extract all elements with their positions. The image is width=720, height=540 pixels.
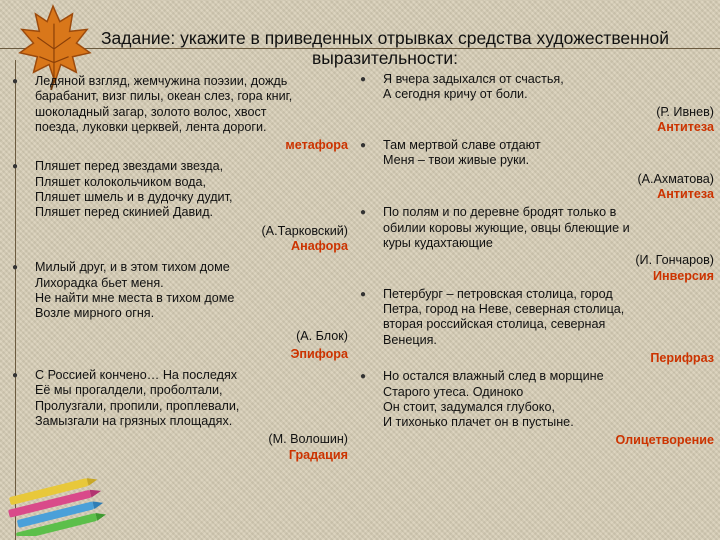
crayons-icon — [2, 472, 112, 536]
bullet-icon: ● — [360, 288, 367, 300]
device-label: Инверсия — [652, 268, 714, 283]
example-text: По полям и по деревне бродят только в обилии коровы жующие, овцы блеющие и куры кудахтающие — [383, 205, 630, 250]
example-epiphora — [12, 260, 348, 362]
example-text: Милый друг, и в этом тихом доме Лихорадка бьет меня. Не найти мне места в тихом доме Возле мирного огня. — [35, 260, 235, 321]
device-label: Антитеза — [657, 187, 714, 202]
example-antithesis-1 — [360, 72, 714, 135]
device-label: Градация — [288, 447, 348, 462]
left-column — [12, 74, 348, 463]
example-gradation — [12, 368, 348, 463]
bullet-icon: ● — [12, 262, 19, 274]
example-text: Но остался влажный след в морщине Старого утеса. Одиноко Он стоит, задумался глубоко, И тихонько плачет он в пустыне. — [383, 369, 604, 430]
bullet-icon: ● — [360, 207, 367, 219]
device-label: Антитеза — [657, 119, 714, 134]
bullet-icon: ● — [360, 371, 367, 383]
author-label: (А.Тарковский) — [261, 223, 348, 238]
bullet-icon: ● — [12, 76, 19, 87]
example-periphrasis — [360, 287, 714, 366]
example-personification — [360, 369, 714, 447]
example-text: Там мертвой славе отдают Меня – твои живые руки. — [383, 138, 541, 168]
example-text: Ледяной взгляд, жемчужина поэзии, дождь барабанит, визг пилы, океан слез, гора книг, шоколадный загар, золото волос, хвост поезда, луковки церквей, лента дороги. — [35, 74, 293, 134]
example-inversion — [360, 205, 714, 283]
bullet-icon: ● — [360, 140, 367, 152]
author-label: (И. Гончаров) — [635, 253, 714, 268]
device-label: Эпифора — [290, 346, 348, 361]
device-label: метафора — [285, 138, 348, 153]
example-metaphor — [12, 74, 348, 153]
slide-title: Задание: укажите в приведенных отрывках средства художественной выразительности: — [100, 28, 669, 68]
example-text: Пляшет перед звездами звезда, Пляшет колокольчиком вода, Пляшет шмель и в дудочку дудит, Пляшет перед скинией Давид. — [35, 159, 233, 220]
author-label: (М. Волошин) — [268, 432, 348, 447]
example-text: Петербург – петровская столица, город Петра, город на Неве, северная столица, вторая российская столица, северная Венеция. — [383, 286, 625, 347]
bullet-icon: ● — [12, 161, 19, 173]
device-label: Олицетворение — [615, 432, 714, 447]
device-label: Анафора — [291, 238, 348, 253]
example-text: Я вчера задыхался от счастья, А сегодня кричу от боли. — [383, 72, 564, 102]
author-label: (А.Ахматова) — [637, 171, 714, 186]
bullet-icon: ● — [360, 74, 367, 85]
right-column — [360, 72, 714, 448]
author-label: (А. Блок) — [296, 329, 348, 344]
example-text: С Россией кончено… На последях Её мы прогалдели, проболтали, Пролузгали, пропили, проплевали, Замызгали на грязных площадях. — [35, 368, 240, 428]
example-anaphora — [12, 159, 348, 254]
device-label: Перифраз — [650, 351, 714, 366]
example-antithesis-2 — [360, 138, 714, 202]
bullet-icon: ● — [12, 370, 19, 382]
author-label: (Р. Ивнев) — [656, 104, 714, 119]
